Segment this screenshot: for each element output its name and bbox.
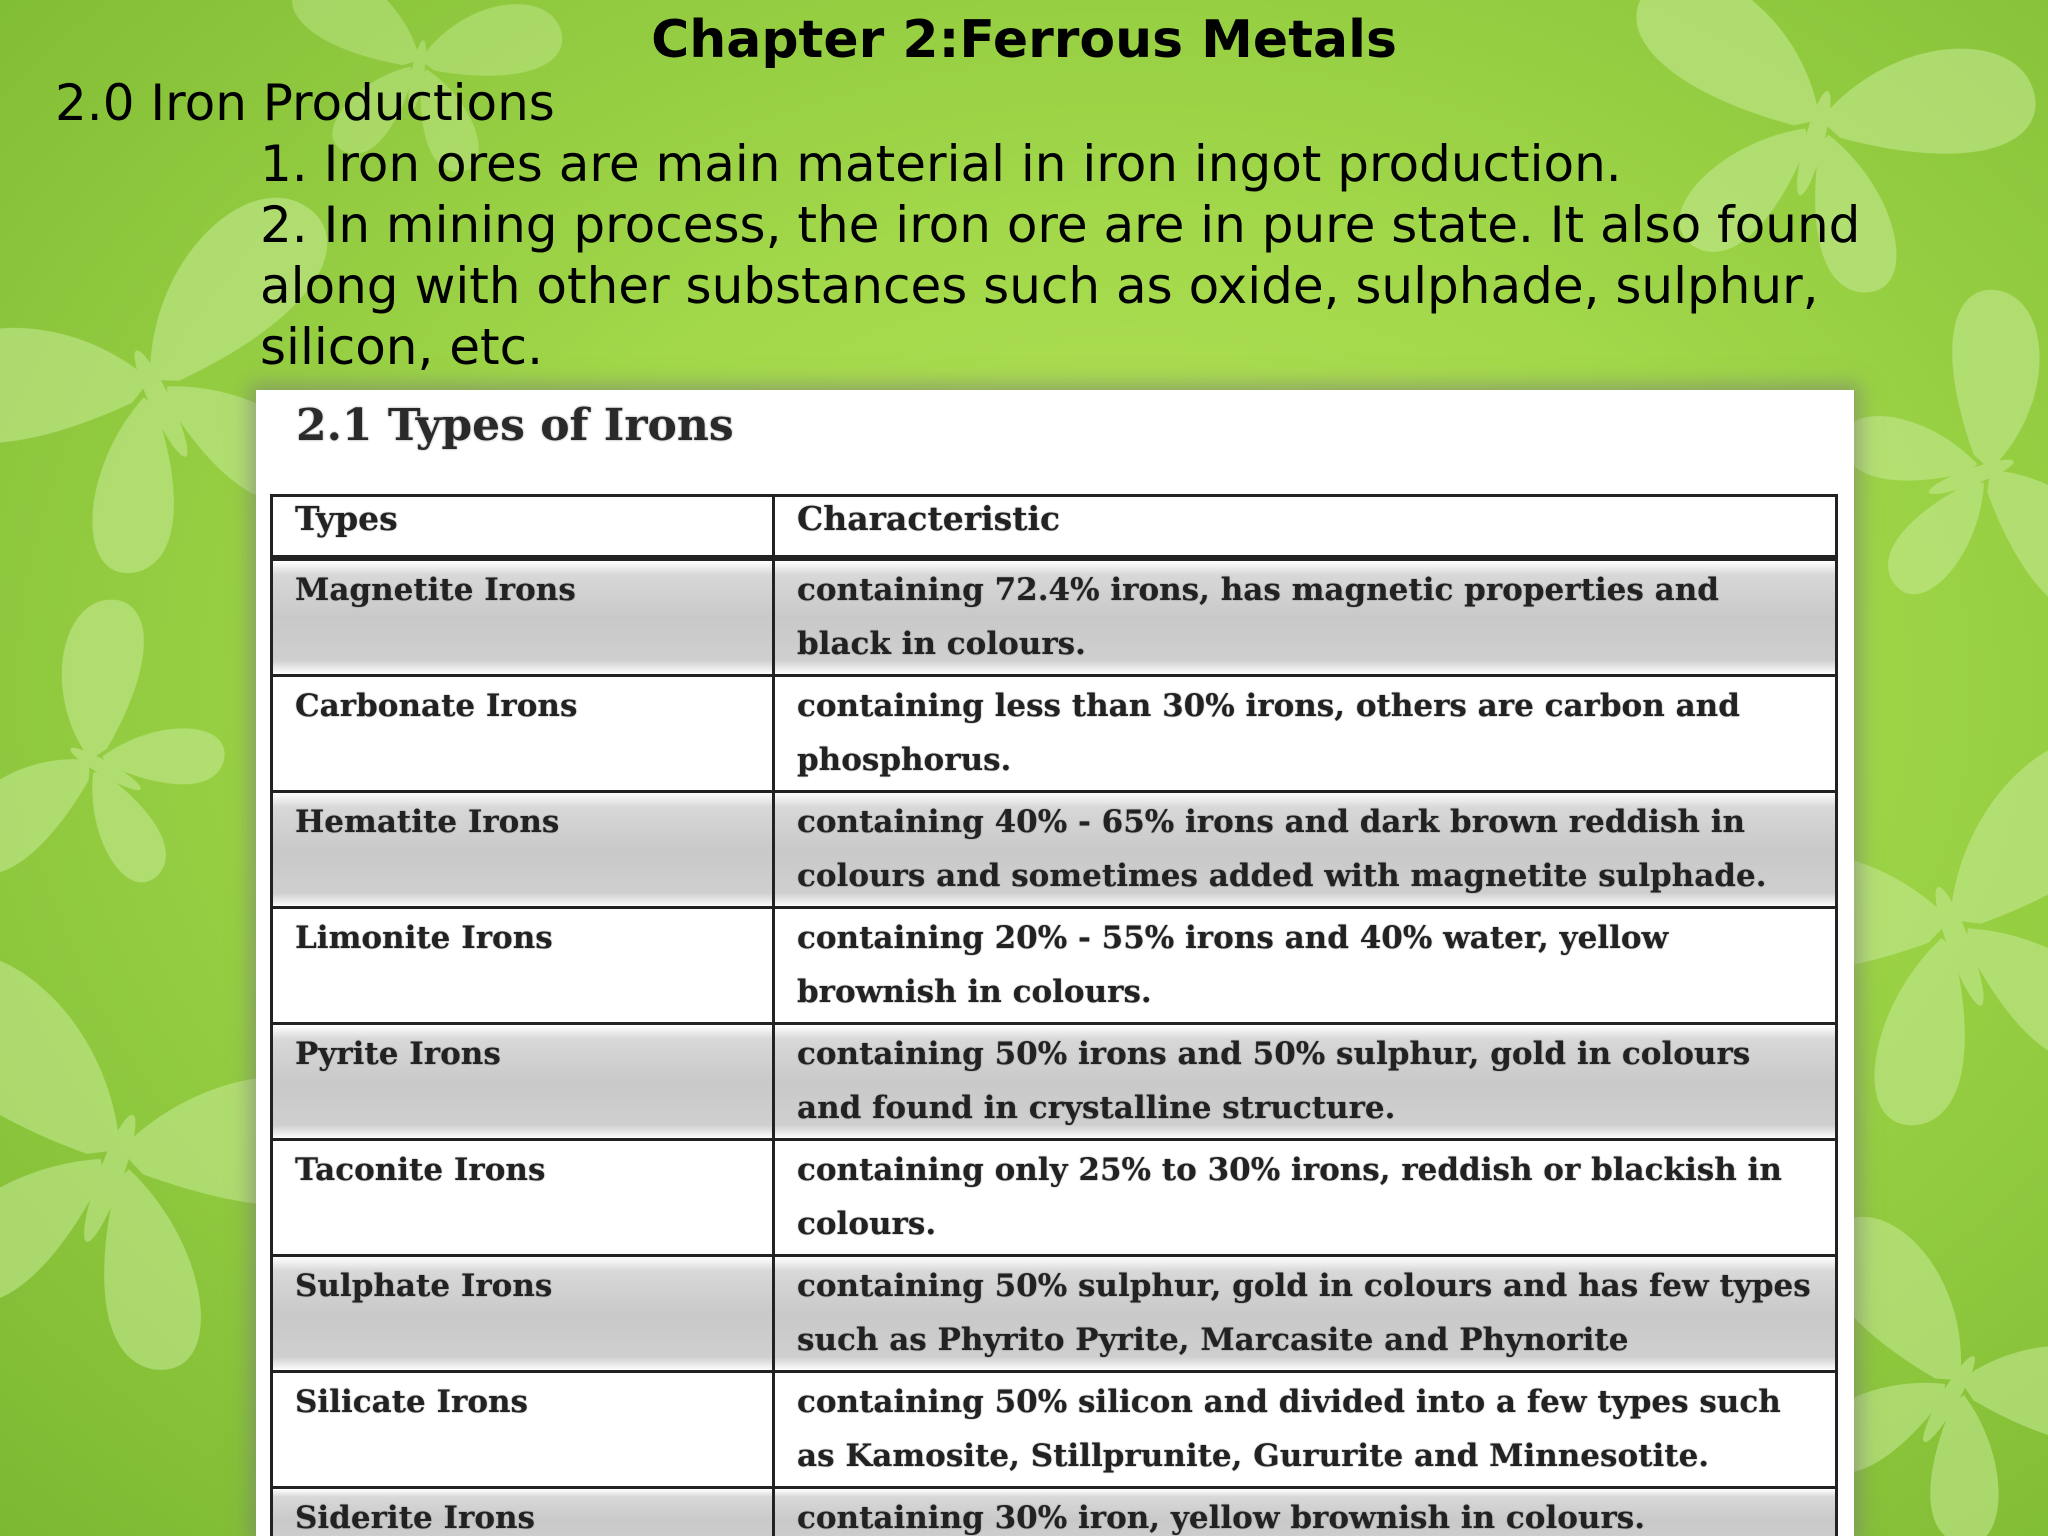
- type-cell: Magnetite Irons: [272, 558, 774, 676]
- characteristic-cell: containing 50% irons and 50% sulphur, gold in colours and found in crystalline structure.: [774, 1024, 1837, 1140]
- types-of-irons-image: [256, 390, 1854, 1536]
- doc-heading: 2.1 Types of Irons: [296, 400, 734, 451]
- table-row: [272, 908, 1837, 1024]
- column-header-types: Types: [272, 496, 774, 559]
- table-row: [272, 1256, 1837, 1372]
- characteristic-cell: containing only 25% to 30% irons, reddish or blackish in colours.: [774, 1140, 1837, 1256]
- slide-title: Chapter 2:Ferrous Metals: [651, 10, 1397, 70]
- characteristic-cell: containing 20% - 55% irons and 40% water, yellow brownish in colours.: [774, 908, 1837, 1024]
- bullet-list: [260, 134, 1990, 378]
- table-row: [272, 1024, 1837, 1140]
- characteristic-cell: containing 50% silicon and divided into a few types such as Kamosite, Stillprunite, Gururite and Minnesotite.: [774, 1372, 1837, 1488]
- type-cell: Carbonate Irons: [272, 676, 774, 792]
- table-row: [272, 792, 1837, 908]
- characteristic-cell: containing 50% sulphur, gold in colours and has few types such as Phyrito Pyrite, Marcasite and Phynorite: [774, 1256, 1837, 1372]
- type-cell: Siderite Irons: [272, 1488, 774, 1536]
- type-cell: Hematite Irons: [272, 792, 774, 908]
- type-cell: Limonite Irons: [272, 908, 774, 1024]
- point-2: 2. In mining process, the iron ore are in pure state. It also found along with other substances such as oxide, sulphade, sulphur, silicon, etc.: [260, 196, 1861, 376]
- characteristic-cell: containing 30% iron, yellow brownish in colours.: [774, 1488, 1837, 1536]
- iron-types-table: [270, 494, 1838, 1536]
- point-1: 1. Iron ores are main material in iron ingot production.: [260, 135, 1622, 193]
- section-heading: 2.0 Iron Productions: [55, 74, 555, 132]
- table-header-row: [272, 496, 1837, 559]
- characteristic-cell: containing less than 30% irons, others are carbon and phosphorus.: [774, 676, 1837, 792]
- type-cell: Taconite Irons: [272, 1140, 774, 1256]
- characteristic-cell: containing 72.4% irons, has magnetic properties and black in colours.: [774, 558, 1837, 676]
- table-row: [272, 558, 1837, 676]
- type-cell: Sulphate Irons: [272, 1256, 774, 1372]
- type-cell: Pyrite Irons: [272, 1024, 774, 1140]
- column-header-characteristic: Characteristic: [774, 496, 1837, 559]
- table-row: [272, 1140, 1837, 1256]
- type-cell: Silicate Irons: [272, 1372, 774, 1488]
- table-row: [272, 676, 1837, 792]
- table-row: [272, 1372, 1837, 1488]
- characteristic-cell: containing 40% - 65% irons and dark brown reddish in colours and sometimes added with magnetite sulphade.: [774, 792, 1837, 908]
- table-row: [272, 1488, 1837, 1536]
